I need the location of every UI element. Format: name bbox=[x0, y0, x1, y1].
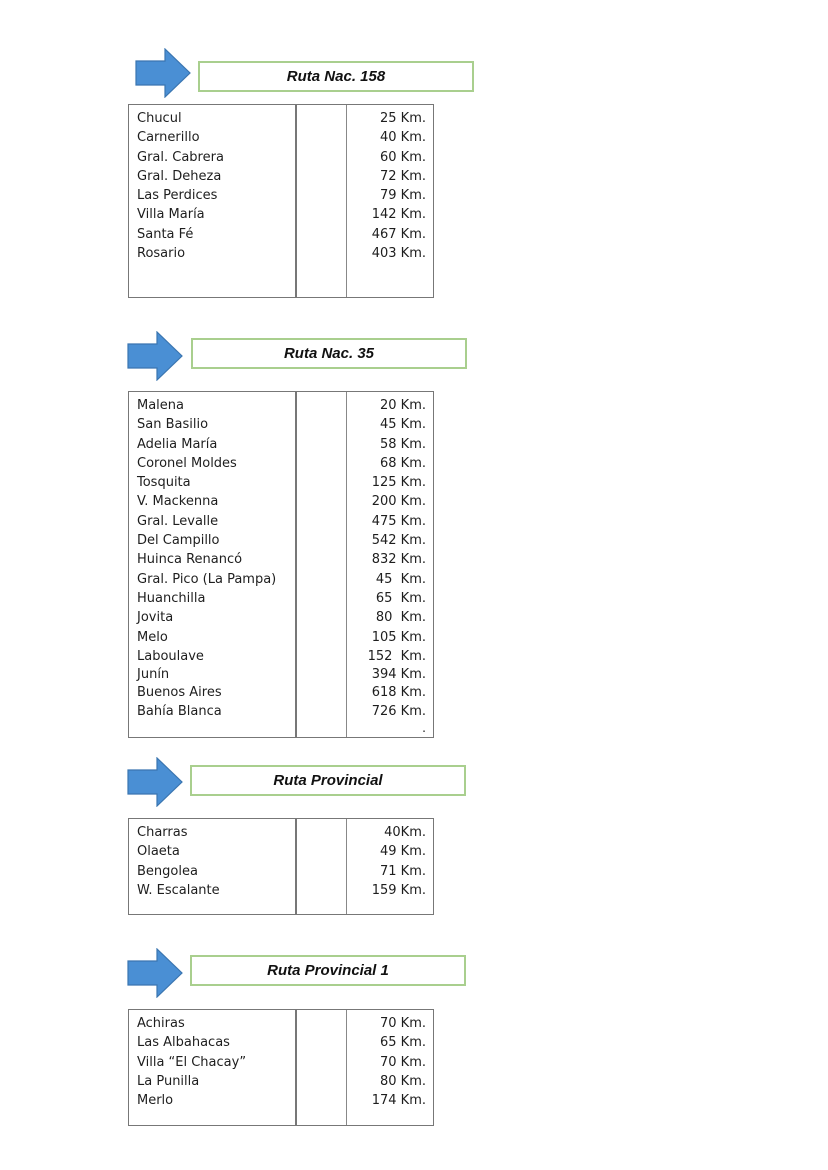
place-name: Gral. Levalle bbox=[137, 513, 219, 529]
place-name: Charras bbox=[137, 825, 188, 840]
place-name: Villa María bbox=[137, 207, 205, 223]
empty-column bbox=[297, 1010, 347, 1125]
distance-value: 832 Km. bbox=[371, 552, 426, 568]
place-name: Olaeta bbox=[137, 844, 180, 860]
distance-value: 60 Km. bbox=[380, 149, 426, 165]
right-arrow-icon bbox=[127, 757, 183, 807]
distance-value: 68 Km. bbox=[380, 455, 426, 471]
place-column bbox=[129, 105, 297, 297]
distance-value: 79 Km. bbox=[380, 188, 426, 204]
distance-value: 152 Km. bbox=[367, 648, 426, 664]
distance-column bbox=[347, 819, 433, 914]
distance-value: 65 Km. bbox=[375, 590, 426, 606]
route-title: Ruta Nac. 158 bbox=[198, 61, 474, 92]
empty-column bbox=[297, 105, 347, 297]
distance-value: 80 Km. bbox=[380, 1073, 426, 1089]
place-name: V. Mackenna bbox=[137, 494, 219, 510]
distance-value: 80 Km. bbox=[375, 610, 426, 626]
trailing-mark: . bbox=[422, 720, 426, 735]
place-name: Del Campillo bbox=[137, 533, 220, 549]
distance-value: 105 Km. bbox=[371, 629, 426, 645]
place-name: Rosario bbox=[137, 246, 186, 262]
distance-value: 125 Km. bbox=[371, 475, 426, 491]
distance-value: 200 Km. bbox=[371, 494, 426, 510]
right-arrow-icon bbox=[127, 331, 183, 381]
place-name: Gral. Deheza bbox=[137, 168, 222, 184]
route-title: Ruta Nac. 35 bbox=[191, 338, 467, 369]
distance-value: 40 Km. bbox=[380, 130, 426, 146]
place-name: Adelia María bbox=[137, 436, 218, 452]
distance-value: 49 Km. bbox=[380, 844, 426, 860]
distance-value: 475 Km. bbox=[371, 513, 426, 529]
place-name: Bengolea bbox=[137, 863, 198, 879]
distance-column bbox=[347, 105, 433, 297]
right-arrow-icon bbox=[127, 948, 183, 998]
distance-value: 72 Km. bbox=[380, 168, 426, 184]
distance-value: 542 Km. bbox=[371, 533, 426, 549]
distance-value: 394 Km. bbox=[371, 667, 426, 683]
place-column bbox=[129, 819, 297, 914]
place-name: Bahía Blanca bbox=[137, 704, 222, 720]
place-name: W. Escalante bbox=[137, 882, 220, 898]
place-name: Malena bbox=[137, 398, 184, 413]
place-name: La Punilla bbox=[137, 1073, 200, 1089]
place-name: Melo bbox=[137, 629, 168, 645]
empty-column bbox=[297, 392, 347, 737]
distance-value: 58 Km. bbox=[380, 436, 426, 452]
place-name: Junín bbox=[137, 667, 170, 683]
distance-value: 45 Km. bbox=[375, 571, 426, 587]
distance-value: 71 Km. bbox=[380, 863, 426, 879]
distance-column bbox=[347, 392, 433, 737]
distance-table bbox=[128, 391, 434, 738]
distance-table bbox=[128, 1009, 434, 1126]
place-name: Carnerillo bbox=[137, 130, 200, 146]
place-name: Las Albahacas bbox=[137, 1035, 230, 1051]
place-column bbox=[129, 392, 297, 737]
place-name: Coronel Moldes bbox=[137, 455, 237, 471]
distance-value: 70 Km. bbox=[380, 1016, 426, 1031]
distance-value: 403 Km. bbox=[371, 246, 426, 262]
distance-value: 142 Km. bbox=[371, 207, 426, 223]
place-column bbox=[129, 1010, 297, 1125]
route-title: Ruta Provincial bbox=[190, 765, 466, 796]
route-title: Ruta Provincial 1 bbox=[190, 955, 466, 986]
distance-value: 45 Km. bbox=[380, 417, 426, 433]
distance-table bbox=[128, 818, 434, 915]
distance-value: 40Km. bbox=[384, 825, 426, 840]
distance-value: 467 Km. bbox=[371, 226, 426, 242]
distance-value: 618 Km. bbox=[371, 685, 426, 701]
place-name: Laboulave bbox=[137, 648, 204, 664]
place-name: Huanchilla bbox=[137, 590, 206, 606]
place-name: Chucul bbox=[137, 111, 182, 126]
place-name: Buenos Aires bbox=[137, 685, 222, 701]
distance-column bbox=[347, 1010, 433, 1125]
place-name: Merlo bbox=[137, 1093, 174, 1109]
distance-value: 65 Km. bbox=[380, 1035, 426, 1051]
place-name: Villa “El Chacay” bbox=[137, 1054, 247, 1070]
right-arrow-icon bbox=[135, 48, 191, 98]
place-name: Achiras bbox=[137, 1016, 185, 1031]
distance-value: 25 Km. bbox=[380, 111, 426, 126]
distance-value: 70 Km. bbox=[380, 1054, 426, 1070]
distance-value: 174 Km. bbox=[371, 1093, 426, 1109]
place-name: Huinca Renancó bbox=[137, 552, 243, 568]
distance-value: 159 Km. bbox=[371, 882, 426, 898]
place-name: Las Perdices bbox=[137, 188, 218, 204]
place-name: Jovita bbox=[137, 610, 174, 626]
place-name: San Basilio bbox=[137, 417, 209, 433]
place-name: Tosquita bbox=[137, 475, 191, 491]
distance-value: 726 Km. bbox=[371, 704, 426, 720]
place-name: Gral. Pico (La Pampa) bbox=[137, 571, 277, 587]
distance-value: 20 Km. bbox=[380, 398, 426, 413]
place-name: Santa Fé bbox=[137, 226, 194, 242]
place-name: Gral. Cabrera bbox=[137, 149, 224, 165]
empty-column bbox=[297, 819, 347, 914]
distance-table bbox=[128, 104, 434, 298]
